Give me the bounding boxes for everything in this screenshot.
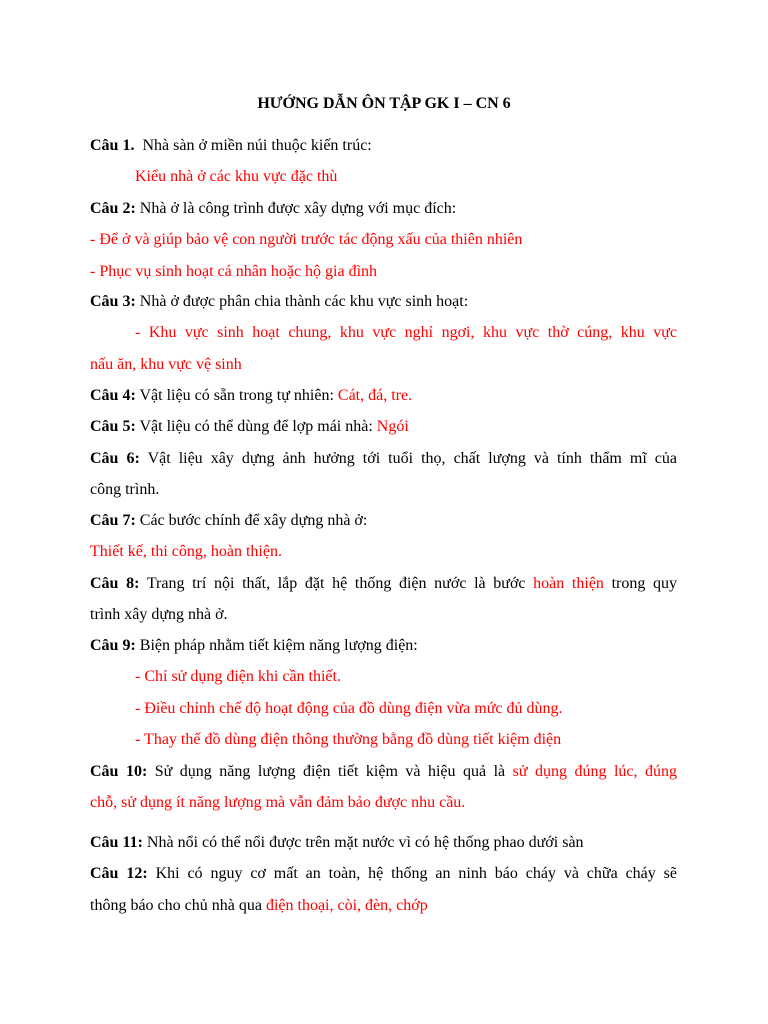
question-12-line-2 bbox=[90, 896, 428, 916]
question-text: Vật liệu xây dựng ảnh hưởng tới tuổi thọ, chất lượng và tính thẩm mĩ của bbox=[147, 450, 678, 467]
answer-10-part-2: chỗ, sử dụng ít năng lượng mà vẫn đảm bảo được nhu cầu. bbox=[90, 794, 466, 811]
question-4 bbox=[90, 386, 412, 406]
answer-2-item: - Phục vụ sinh hoạt cá nhân hoặc hộ gia đình bbox=[90, 263, 378, 280]
answer-2-item: - Để ở và giúp bảo vệ con người trước tác động xấu của thiên nhiên bbox=[90, 231, 523, 248]
question-1 bbox=[90, 136, 372, 156]
question-label: Câu 5: bbox=[90, 418, 136, 435]
question-8-line-1 bbox=[90, 574, 677, 594]
answer-3-line-2: nấu ăn, khu vực vệ sinh bbox=[90, 356, 242, 373]
question-label: Câu 8: bbox=[90, 575, 140, 592]
question-10-line-1 bbox=[90, 762, 677, 782]
question-6-line-1 bbox=[90, 449, 677, 469]
question-label: Câu 7: bbox=[90, 512, 136, 529]
question-label: Câu 12: bbox=[90, 865, 148, 882]
question-text: Khi có nguy cơ mất an toàn, hệ thống an ninh báo cháy và chữa cháy sẽ bbox=[155, 865, 677, 882]
question-11 bbox=[90, 833, 584, 853]
question-9 bbox=[90, 636, 418, 656]
answer-9-item: - Điều chỉnh chế độ hoạt động của đồ dùng điện vừa mức đủ dùng. bbox=[135, 700, 563, 717]
answer-4: Cát, đá, tre. bbox=[337, 387, 413, 404]
question-label: Câu 4: bbox=[90, 387, 136, 404]
question-text-after: trong quy bbox=[611, 575, 678, 592]
question-label: Câu 1. bbox=[90, 137, 135, 154]
page-title: HƯỚNG DẪN ÔN TẬP GK I – CN 6 bbox=[257, 95, 511, 112]
question-text: Các bước chính để xây dựng nhà ở: bbox=[139, 512, 368, 529]
question-label: Câu 9: bbox=[90, 637, 136, 654]
question-text: thông báo cho chủ nhà qua bbox=[90, 897, 262, 914]
question-3 bbox=[90, 292, 468, 312]
question-text: Nhà ở được phân chia thành các khu vực sinh hoạt: bbox=[139, 293, 469, 310]
question-text: Vật liệu có thể dùng để lợp mái nhà: bbox=[139, 418, 373, 435]
answer-5: Ngói bbox=[376, 418, 409, 435]
question-7 bbox=[90, 511, 367, 531]
question-text: Vật liệu có sẵn trong tự nhiên: bbox=[139, 387, 334, 404]
question-2 bbox=[90, 199, 456, 219]
question-8-line-2: trình xây dựng nhà ở. bbox=[90, 606, 228, 623]
question-text: Trang trí nội thất, lắp đặt hệ thống điện nước là bước bbox=[146, 575, 526, 592]
question-label: Câu 11: bbox=[90, 834, 143, 851]
question-6-line-2: công trình. bbox=[90, 481, 160, 498]
answer-8: hoàn thiện bbox=[533, 575, 604, 592]
question-5 bbox=[90, 417, 409, 437]
answer-12: điện thoại, còi, đèn, chớp bbox=[265, 897, 428, 914]
answer-9-item: - Chỉ sử dụng điện khi cần thiết. bbox=[135, 668, 341, 685]
answer-1: Kiểu nhà ở các khu vực đặc thù bbox=[135, 168, 338, 185]
question-label: Câu 2: bbox=[90, 200, 136, 217]
answer-10-part-1: sử dụng đúng lúc, đúng bbox=[512, 763, 677, 780]
answer-9-item: - Thay thế đồ dùng điện thông thường bằng đồ dùng tiết kiệm điện bbox=[135, 731, 562, 748]
question-text: Sử dụng năng lượng điện tiết kiệm và hiệu quả là bbox=[154, 763, 506, 780]
question-text: Nhà nổi có thể nổi được trên mặt nước vì có hệ thống phao dưới sàn bbox=[146, 834, 584, 851]
question-text: Nhà sàn ở miền núi thuộc kiến trúc: bbox=[142, 137, 372, 154]
answer-3-line-1: - Khu vực sinh hoạt chung, khu vực nghỉ ngơi, khu vực thờ cúng, khu vực bbox=[135, 324, 677, 341]
question-label: Câu 3: bbox=[90, 293, 136, 310]
question-text: Nhà ở là công trình được xây dựng với mục đích: bbox=[139, 200, 457, 217]
question-12-line-1 bbox=[90, 864, 677, 884]
question-label: Câu 6: bbox=[90, 450, 140, 467]
answer-7: Thiết kế, thi công, hoàn thiện. bbox=[90, 543, 282, 560]
question-label: Câu 10: bbox=[90, 763, 148, 780]
question-text: Biện pháp nhằm tiết kiệm năng lượng điện: bbox=[139, 637, 418, 654]
